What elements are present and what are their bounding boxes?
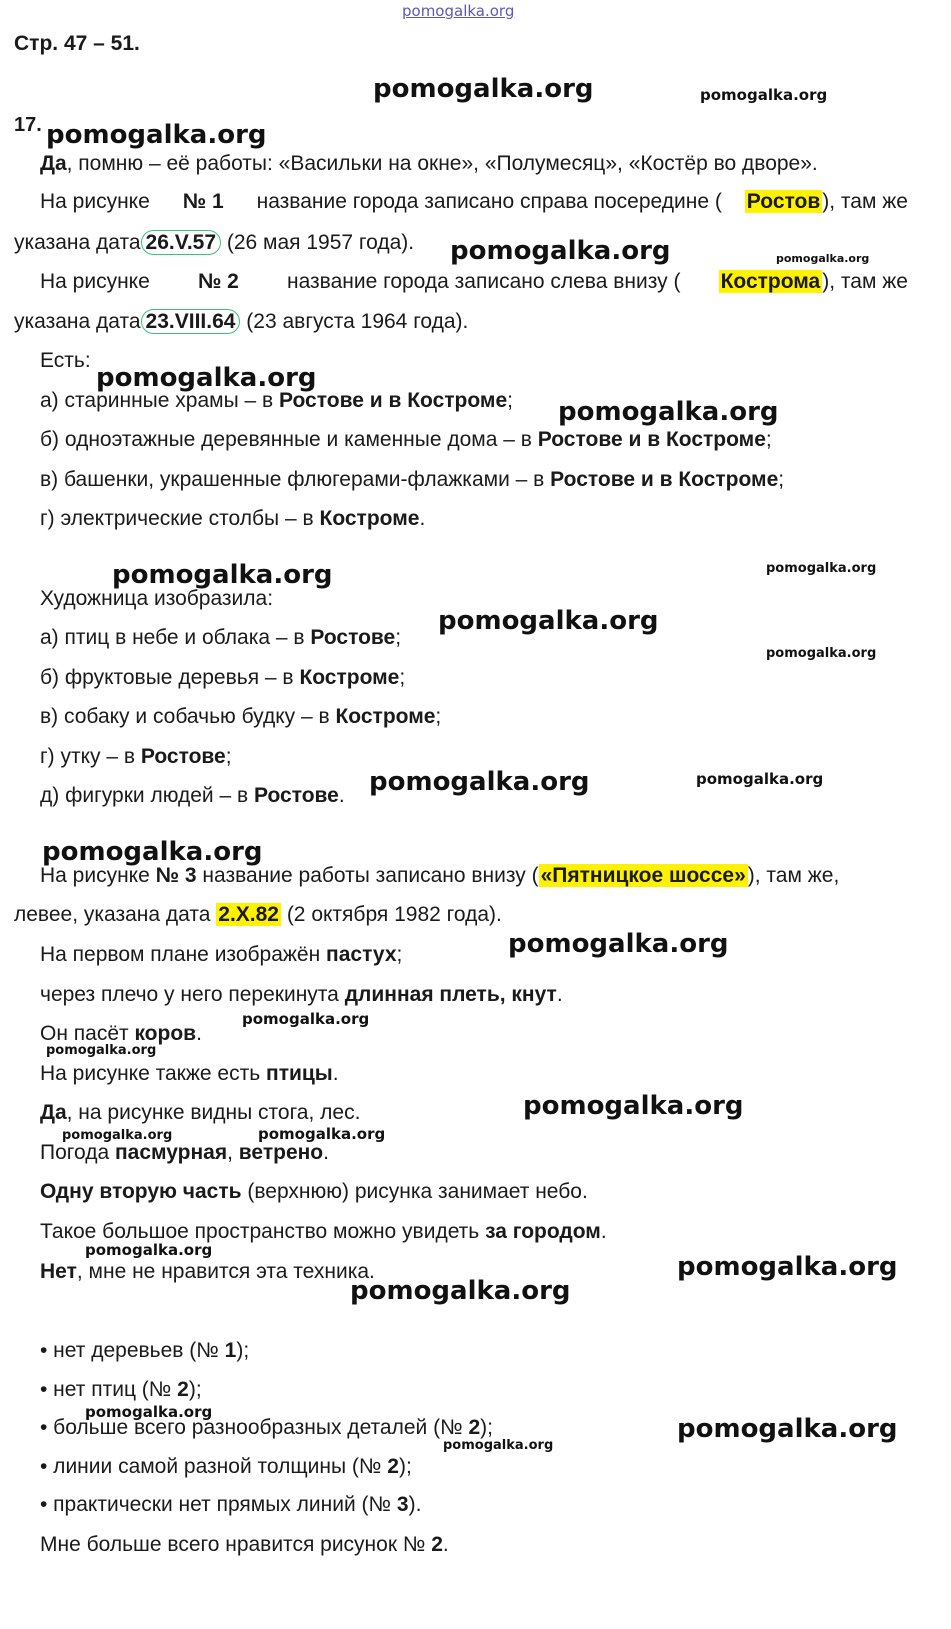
text-line: Да, помню – её работы: «Васильки на окне», «Полумесяц», «Костёр во дворе».: [40, 152, 818, 175]
watermark: pomogalka.org: [700, 86, 828, 104]
bullet-item: • нет деревьев (№ 1);: [40, 1339, 250, 1362]
list-item: б) фруктовые деревья – в Костроме;: [40, 666, 406, 689]
list-item: г) утку – в Ростове;: [40, 745, 232, 768]
text-line: На первом плане изображён пастух;: [40, 943, 403, 966]
watermark: pomogalka.org: [85, 1241, 213, 1259]
city-highlight: Кострома: [720, 270, 821, 293]
text-line: Погода пасмурная, ветрено.: [40, 1141, 329, 1164]
list-item: г) электрические столбы – в Костроме.: [40, 507, 426, 530]
list-item: б) одноэтажные деревянные и каменные дома – в Ростове и в Костроме;: [40, 428, 772, 451]
text-line: Есть:: [40, 349, 91, 372]
text-line: указана дата 26.V.57 (26 мая 1957 года).: [14, 231, 415, 254]
text-line: Одну вторую часть (верхнюю) рисунка занимает небо.: [40, 1180, 588, 1203]
text-line: На рисунке № 2 название города записано слева внизу ( Кострома), там же: [40, 270, 908, 293]
bullet-item: • практически нет прямых линий (№ 3).: [40, 1493, 422, 1516]
watermark: pomogalka.org: [242, 1010, 370, 1028]
watermark: pomogalka.org: [42, 837, 263, 867]
watermark: pomogalka.org: [112, 560, 333, 590]
watermark: pomogalka.org: [369, 767, 590, 797]
watermark: pomogalka.org: [46, 120, 267, 150]
text-line: через плечо у него перекинута длинная плеть, кнут.: [40, 983, 563, 1006]
watermark: pomogalka.org: [696, 770, 824, 788]
watermark: pomogalka.org: [677, 1252, 898, 1282]
text-line: Художница изобразила:: [40, 587, 274, 610]
watermark: pomogalka.org: [450, 236, 671, 266]
watermark: pomogalka.org: [258, 1125, 386, 1143]
bullet-item: • больше всего разнообразных деталей (№ 2);: [40, 1416, 493, 1439]
watermark: pomogalka.org: [96, 363, 317, 393]
text-line: На рисунке № 1 название города записано справа посередине ( Ростов), там же: [40, 190, 908, 213]
watermark: pomogalka.org: [62, 1128, 173, 1143]
list-item: а) старинные храмы – в Ростове и в Костроме;: [40, 389, 513, 412]
watermark: pomogalka.org: [677, 1414, 898, 1444]
text-line: На рисунке также есть птицы.: [40, 1062, 339, 1085]
text-line: Мне больше всего нравится рисунок № 2.: [40, 1533, 449, 1556]
text-line: указана дата 23.VIII.64 (23 августа 1964 года).: [14, 310, 469, 333]
watermark-top: pomogalka.org: [402, 2, 515, 20]
bullet-item: • линии самой разной толщины (№ 2);: [40, 1455, 412, 1478]
watermark: pomogalka.org: [85, 1403, 213, 1421]
watermark: pomogalka.org: [373, 74, 594, 104]
watermark: pomogalka.org: [766, 646, 877, 661]
text-line: Он пасёт коров.: [40, 1022, 202, 1045]
text-line: На рисунке № 3 название работы записано внизу («Пятницкое шоссе»), там же,: [40, 864, 840, 887]
text-line: левее, указана дата 2.X.82 (2 октября 1982 года).: [14, 903, 502, 926]
watermark: pomogalka.org: [766, 561, 877, 576]
date-highlight: 2.X.82: [218, 903, 279, 926]
watermark: pomogalka.org: [46, 1043, 157, 1058]
watermark: pomogalka.org: [558, 397, 779, 427]
watermark: pomogalka.org: [443, 1438, 554, 1453]
list-item: а) птиц в небе и облака – в Ростове;: [40, 626, 402, 649]
bullet-item: • нет птиц (№ 2);: [40, 1378, 202, 1401]
watermark: pomogalka.org: [350, 1276, 571, 1306]
watermark: pomogalka.org: [523, 1091, 744, 1121]
list-item: в) башенки, украшенные флюгерами-флажками – в Ростове и в Костроме;: [40, 468, 785, 491]
date-circled: 26.V.57: [141, 230, 221, 255]
title-highlight: «Пятницкое шоссе»: [540, 864, 746, 887]
list-item: д) фигурки людей – в Ростове.: [40, 784, 345, 807]
text-line: Такое большое пространство можно увидеть за городом.: [40, 1220, 607, 1243]
task-number: 17.: [14, 114, 42, 136]
list-item: в) собаку и собачью будку – в Костроме;: [40, 705, 442, 728]
text-line: Да, на рисунке видны стога, лес.: [40, 1101, 361, 1124]
text-line: Нет, мне не нравится эта техника.: [40, 1260, 375, 1283]
page-range-heading: Стр. 47 – 51.: [14, 32, 140, 55]
city-highlight: Ростов: [746, 190, 821, 213]
date-circled: 23.VIII.64: [141, 309, 241, 334]
watermark: pomogalka.org: [508, 929, 729, 959]
watermark: pomogalka.org: [776, 252, 870, 265]
watermark: pomogalka.org: [438, 606, 659, 636]
